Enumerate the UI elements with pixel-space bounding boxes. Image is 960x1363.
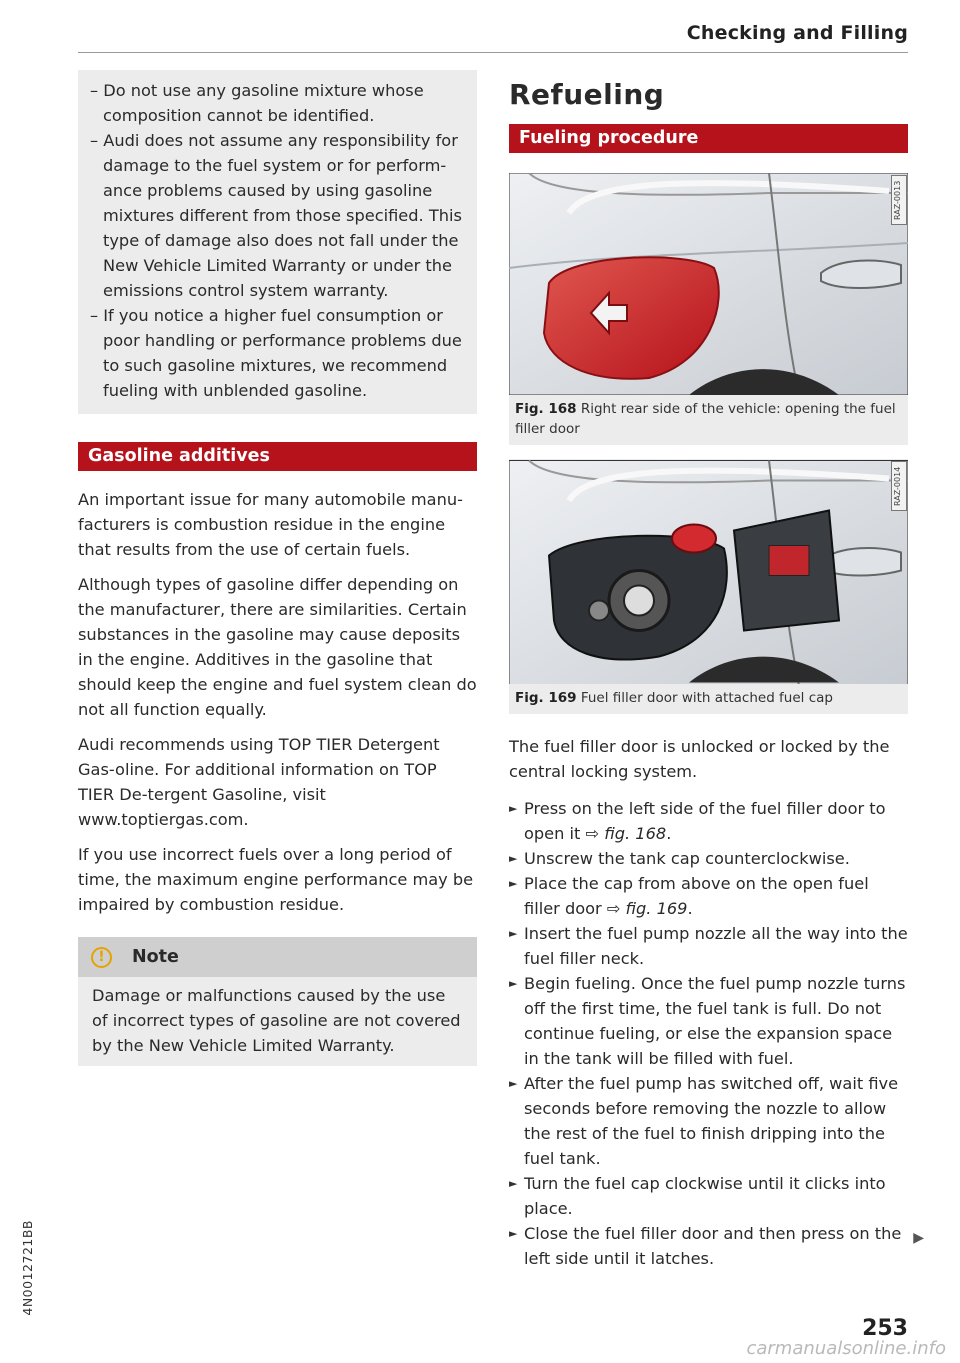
section-heading-gasoline-additives: Gasoline additives <box>78 442 477 471</box>
procedure-steps <box>509 796 908 1271</box>
figure-reference-code: RAZ-0013 <box>891 175 907 225</box>
step-bullet-icon: ► <box>509 852 518 865</box>
note-box <box>78 937 477 1066</box>
note-header <box>78 937 477 977</box>
procedure-step: ► Press on the left side of the fuel filler door to open it ⇨ fig. 168. <box>509 796 908 846</box>
right-column <box>509 70 908 1271</box>
step-bullet-icon: ► <box>509 927 518 940</box>
figure-caption <box>509 395 908 445</box>
procedure-intro: The fuel filler door is unlocked or locked by the central locking system. <box>509 737 890 781</box>
section-heading-fueling-procedure: Fueling procedure <box>509 124 908 153</box>
figure-168 <box>509 173 908 445</box>
paragraph: If you use incorrect fuels over a long period of time, the maximum engine performance may be impaired by combustion residue. <box>78 845 474 914</box>
figure-169 <box>509 459 908 714</box>
paragraph: An important issue for many automobile manu-facturers is combustion residue in the engine that results from the use of certain fuels. <box>78 490 463 559</box>
warning-item: – If you notice a higher fuel consumption or poor handling or performance problems due to such gasoline mixtures, we recommend fueling with unblended gasoline. <box>90 306 462 400</box>
procedure-step: ► Turn the fuel cap clockwise until it clicks into place. <box>509 1171 908 1221</box>
note-text: Damage or malfunctions caused by the use of incorrect types of gasoline are not covered by the New Vehicle Limited Warranty. <box>92 986 461 1055</box>
figure-link[interactable]: ⇨ fig. 168 <box>585 824 667 843</box>
warning-item: – Do not use any gasoline mixture whose composition cannot be identified. <box>90 81 424 125</box>
header-title: Checking and Filling <box>686 22 908 44</box>
procedure-step: ► Close the fuel filler door and then press on the left side until it latches. <box>509 1221 908 1271</box>
paragraph: Although types of gasoline differ depending on the manufacturer, there are similarities. Certain substances in the gasoline may cause deposits in the engine. Additives in the gasoline that should keep the engine and fuel system clean do not all function equally. <box>78 575 477 719</box>
procedure-step: ► Unscrew the tank cap counterclockwise. <box>509 846 908 871</box>
figure-link[interactable]: ⇨ fig. 169 <box>606 899 688 918</box>
step-bullet-icon: ► <box>509 977 518 990</box>
header-divider <box>78 52 908 53</box>
paragraph: Audi recommends using TOP TIER Detergent Gas-oline. For additional information on TOP TIER De-tergent Gasoline, visit www.toptiergas.com. <box>78 735 440 829</box>
note-title: Note <box>132 947 179 967</box>
procedure-step: ► Begin fueling. Once the fuel pump nozzle turns off the first time, the fuel tank is full. Do not continue fueling, or else the expansion space in the tank will be filled with fuel. <box>509 971 908 1071</box>
left-column <box>78 70 477 1066</box>
fuel-door-open-illustration <box>509 459 908 684</box>
page-number: 253 <box>862 1316 908 1341</box>
figure-caption <box>509 684 908 714</box>
figure-caption-text: Right rear side of the vehicle: opening the fuel filler door <box>515 401 896 437</box>
figure-label: Fig. 169 <box>515 690 577 706</box>
warning-box <box>78 70 477 414</box>
procedure-step: ► Place the cap from above on the open fuel filler door ⇨ fig. 169. <box>509 871 908 921</box>
watermark: carmanualsonline.info <box>746 1338 946 1359</box>
step-bullet-icon: ► <box>509 1177 518 1190</box>
step-bullet-icon: ► <box>509 1227 518 1240</box>
figure-label: Fig. 168 <box>515 401 577 417</box>
step-bullet-icon: ► <box>509 802 518 815</box>
step-bullet-icon: ► <box>509 1077 518 1090</box>
heading-refueling: Refueling <box>509 78 665 111</box>
warning-item: – Audi does not assume any responsibility for damage to the fuel system or for perform-ance problems caused by using gasoline mixtures different from those specified. This type of damage also does not fall under the New Vehicle Limited Warranty or under the emissions control system warranty. <box>90 131 462 300</box>
continue-arrow-icon: ▶ <box>913 1230 924 1246</box>
info-circle-icon: ! <box>91 947 112 968</box>
step-bullet-icon: ► <box>509 877 518 890</box>
figure-caption-text: Fuel filler door with attached fuel cap <box>580 690 833 706</box>
figure-reference-code: RAZ-0014 <box>891 461 907 511</box>
document-code: 4N0012721BB <box>20 1220 35 1316</box>
fuel-door-closed-illustration <box>509 173 908 395</box>
procedure-step: ► Insert the fuel pump nozzle all the way into the fuel filler neck. <box>509 921 908 971</box>
procedure-step: ► After the fuel pump has switched off, wait five seconds before removing the nozzle to allow the rest of the fuel to finish dripping into the fuel tank. <box>509 1071 908 1171</box>
